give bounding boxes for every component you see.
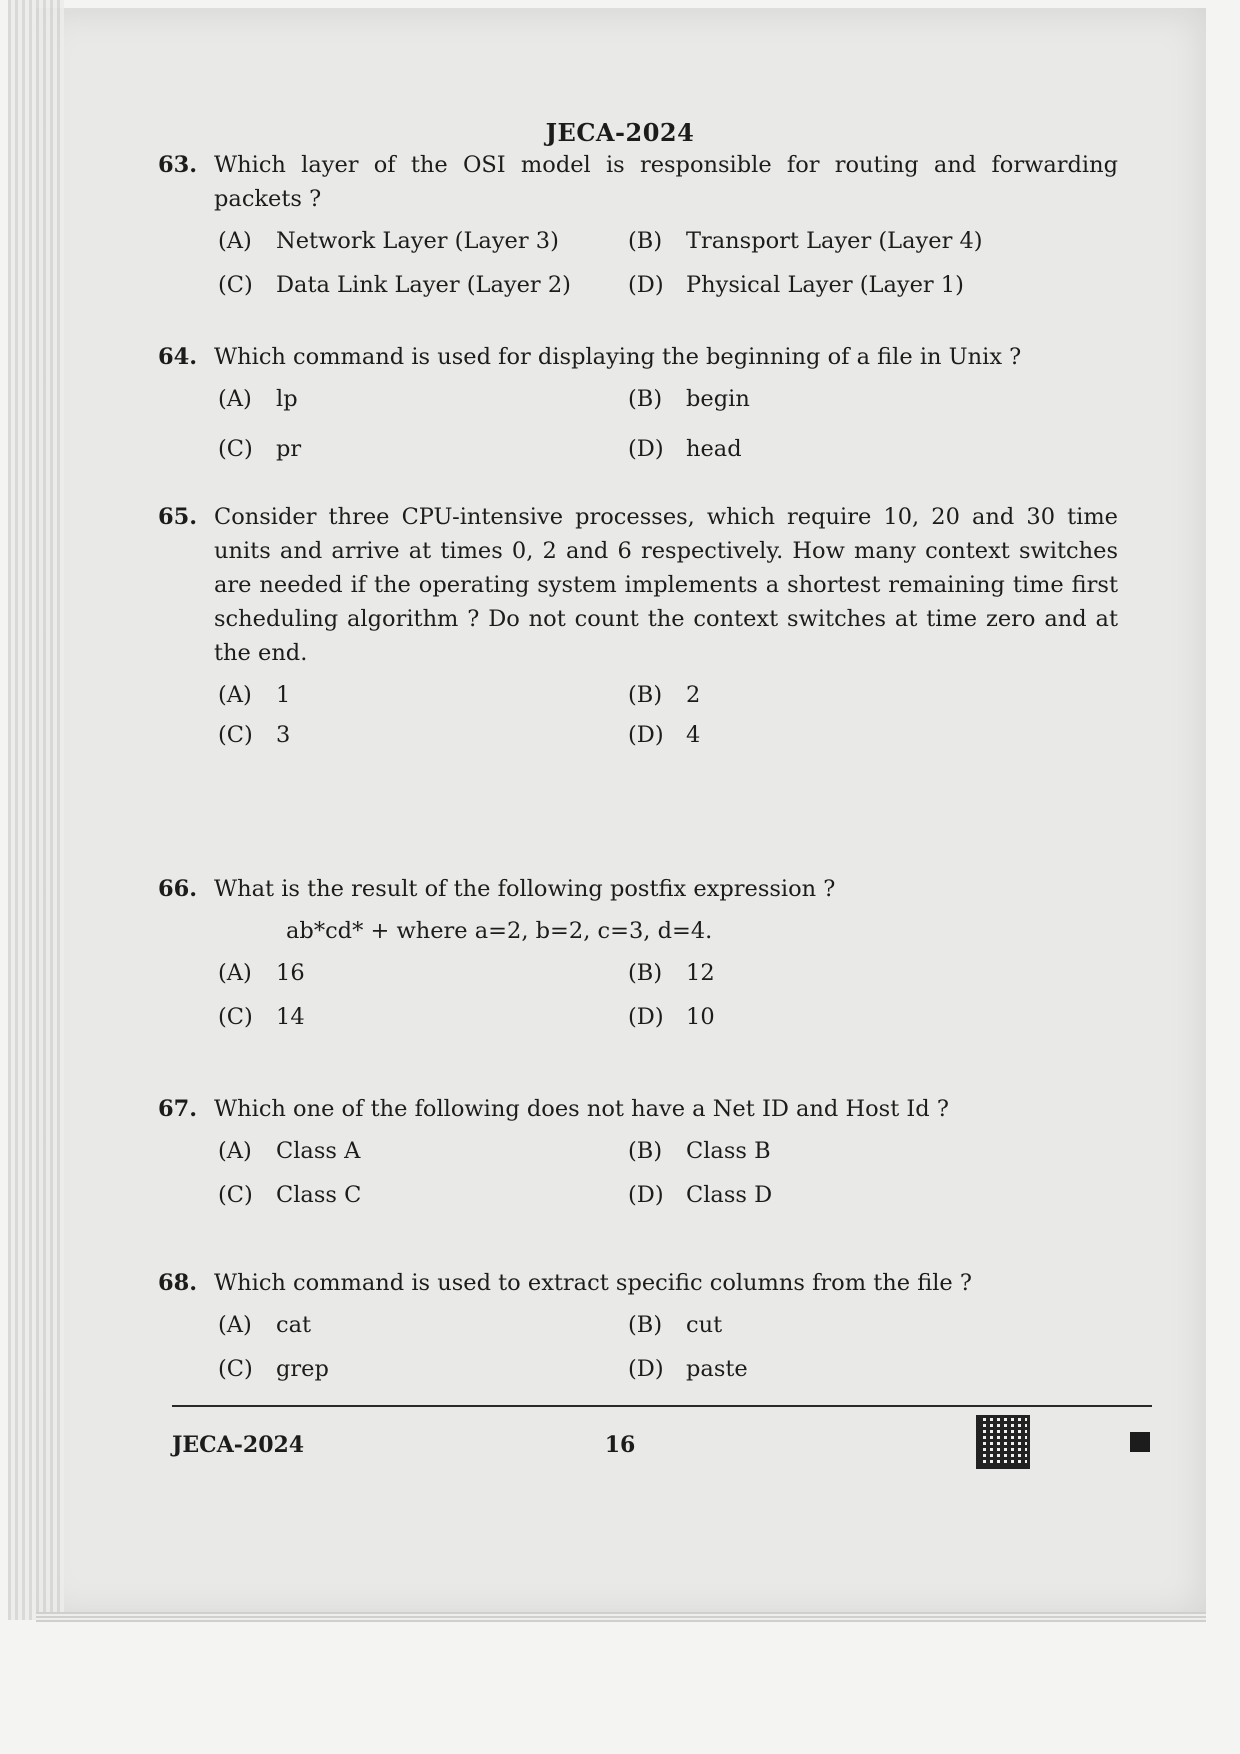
option-d: (D) Class D (628, 1182, 773, 1208)
option-c: (C) pr (218, 436, 302, 462)
page-bottom-edge (36, 1612, 1206, 1622)
qr-code-icon (976, 1415, 1030, 1469)
option-d: (D) 10 (628, 1004, 715, 1030)
question-68 (158, 1266, 1118, 1386)
option-list (218, 678, 1118, 752)
question-text: Which command is used to extract specific columns from the file ? (214, 1270, 972, 1296)
question-66 (158, 872, 1118, 1034)
option-list (218, 956, 1118, 1034)
page-header-title: JECA-2024 (545, 118, 695, 147)
option-a: (A) 16 (218, 960, 305, 986)
question-text: Consider three CPU-intensive processes, which require 10, 20 and 30 time units and arrive at times 0, 2 and 6 respectively. How many context switches are needed if the operating system implements a shortest remaining time first scheduling algorithm ? Do not count the context switches at time zero and at the end. (214, 504, 1118, 666)
question-64 (158, 340, 1118, 466)
option-d: (D) head (628, 436, 742, 462)
question-text: Which one of the following does not have a Net ID and Host Id ? (214, 1096, 949, 1122)
question-63 (158, 148, 1118, 302)
question-number: 67. (158, 1096, 198, 1122)
question-number: 68. (158, 1270, 198, 1296)
option-d: (D) paste (628, 1356, 748, 1382)
option-list (218, 224, 1118, 302)
question-number: 64. (158, 344, 198, 370)
option-d: (D) Physical Layer (Layer 1) (628, 272, 964, 298)
question-text: Which command is used for displaying the beginning of a file in Unix ? (214, 344, 1022, 370)
option-a: (A) 1 (218, 682, 291, 708)
footer-exam-code: JECA-2024 (172, 1432, 305, 1458)
question-text: What is the result of the following postfix expression ? (214, 876, 836, 902)
option-a: (A) cat (218, 1312, 312, 1338)
question-number: 65. (158, 504, 198, 530)
postfix-expression: ab*cd* + where a=2, b=2, c=3, d=4. (286, 918, 713, 944)
option-a: (A) Class A (218, 1138, 361, 1164)
option-a: (A) lp (218, 386, 298, 412)
footer-divider (172, 1405, 1152, 1407)
question-65 (158, 500, 1118, 752)
option-b: (B) cut (628, 1312, 723, 1338)
page-number: 16 (604, 1432, 636, 1458)
question-number: 63. (158, 152, 198, 178)
option-b: (B) begin (628, 386, 750, 412)
option-d: (D) 4 (628, 722, 701, 748)
option-c: (C) 14 (218, 1004, 305, 1030)
option-b: (B) 2 (628, 682, 701, 708)
option-list (218, 1308, 1118, 1386)
option-list (218, 1134, 1118, 1212)
option-list (218, 382, 1118, 466)
question-text: Which layer of the OSI model is responsible for routing and forwarding packets ? (214, 152, 1118, 212)
question-number: 66. (158, 876, 198, 902)
option-c: (C) 3 (218, 722, 291, 748)
option-b: (B) 12 (628, 960, 715, 986)
question-67 (158, 1092, 1118, 1212)
option-a: (A) Network Layer (Layer 3) (218, 228, 559, 254)
option-b: (B) Class B (628, 1138, 771, 1164)
page-binding-edge (8, 0, 64, 1620)
option-c: (C) grep (218, 1356, 329, 1382)
option-c: (C) Class C (218, 1182, 362, 1208)
option-c: (C) Data Link Layer (Layer 2) (218, 272, 571, 298)
square-marker-icon (1130, 1432, 1150, 1452)
option-b: (B) Transport Layer (Layer 4) (628, 228, 983, 254)
